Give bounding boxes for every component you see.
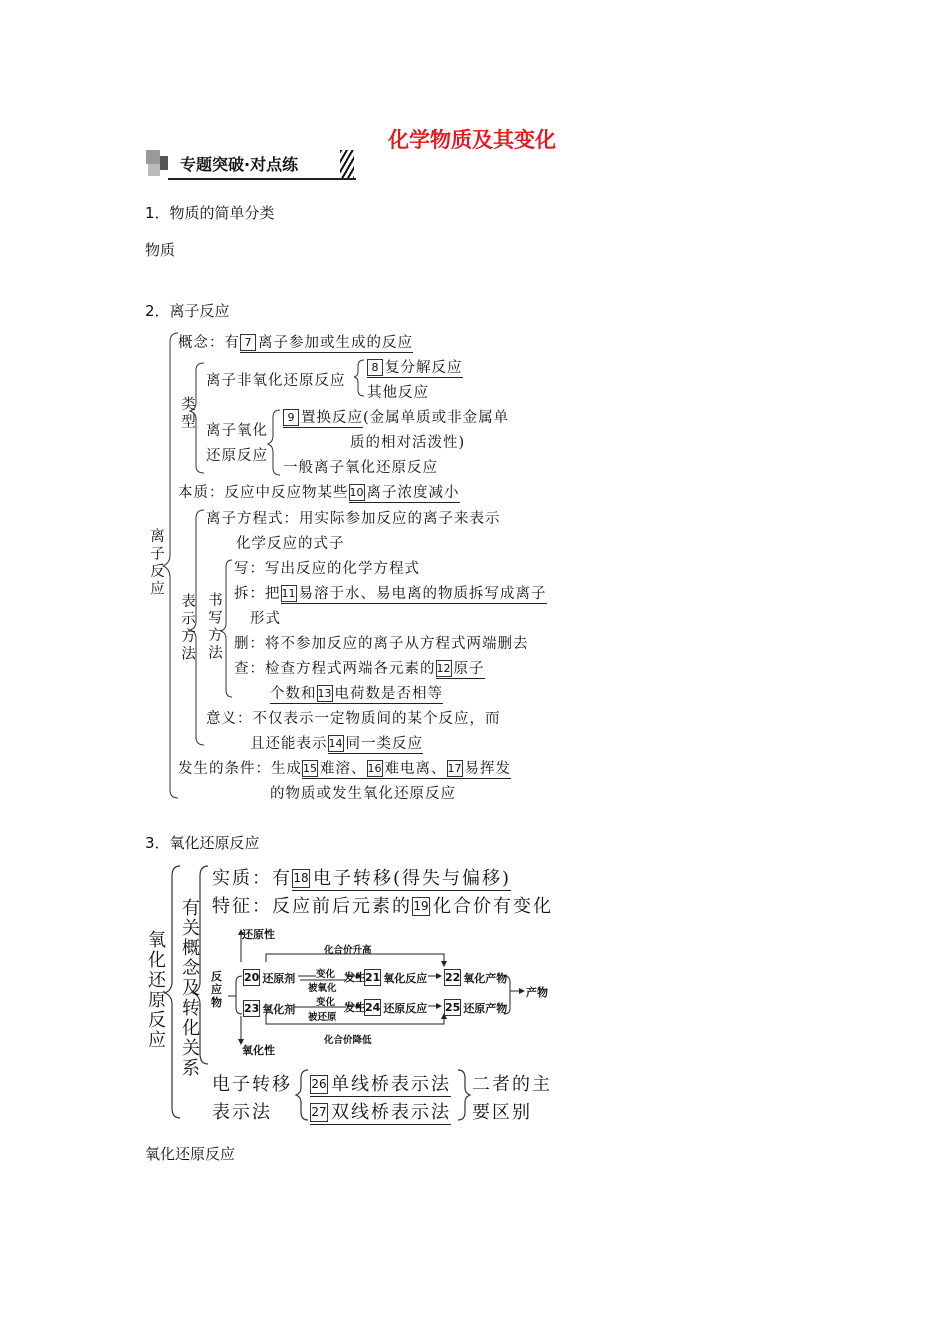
answer-number-box: 16 — [367, 762, 382, 775]
step-check-text: 个数和 — [270, 686, 317, 702]
concept-answer: 离子参加或生成的反应 — [258, 335, 413, 351]
condition-answer-b: 难电离 — [384, 761, 431, 777]
flow-change-bottom: 变化 — [316, 997, 336, 1008]
redox-essence-row — [212, 864, 511, 890]
condition-answer-a: 难溶 — [320, 761, 351, 777]
flow-reducing-agent-label: 还原剂 — [262, 972, 296, 985]
banner-label: 专题突破·对点练 — [180, 155, 299, 174]
flow-oxidation-product-label: 氧化产物 — [463, 972, 508, 985]
ionic-reaction-root-label: 离子反应 — [148, 528, 164, 598]
answer-number-box: 22 — [445, 971, 461, 984]
answer-number-box: 14 — [328, 737, 343, 750]
flow-reducibility: 还原性 — [242, 928, 275, 941]
redox-label-line1: 离子氧化 — [206, 423, 268, 439]
single-bridge-row — [310, 1070, 451, 1096]
redox-feature-answer: 化合价有变化 — [433, 896, 553, 917]
redox-feature-prefix: 特征：反应前后元素的 — [212, 896, 412, 917]
flow-oxidizability: 氧化性 — [242, 1044, 275, 1057]
types-label: 类型 — [179, 396, 195, 431]
condition-answer-c: 易挥发 — [464, 761, 511, 777]
answer-number-box: 8 — [367, 359, 383, 376]
answer-number-box: 17 — [447, 762, 462, 775]
flow-reduction-product — [444, 999, 507, 1016]
single-bridge-answer: 单线桥表示法 — [331, 1074, 451, 1095]
redox-flow-diagram — [206, 916, 556, 1061]
step-check-prefix: 查：检查方程式两端各元素的 — [234, 661, 436, 677]
answer-number-box: 15 — [303, 762, 317, 775]
answer-number-box: 12 — [436, 662, 451, 675]
separator: 、 — [351, 761, 367, 777]
section-1-subject: 物质 — [145, 241, 176, 259]
redox-concepts-label: 有关概念及转化关系 — [179, 898, 200, 1078]
step-write: 写：写出反应的化学方程式 — [234, 561, 420, 577]
answer-number-box: 13 — [317, 687, 332, 700]
section-3-heading: 3．氧化还原反应 — [145, 834, 260, 852]
section-2-heading: 2．离子反应 — [145, 302, 230, 320]
flow-reduced: 被还原 — [308, 1012, 337, 1023]
flow-products: 产物 — [526, 986, 548, 999]
displacement-note-line2: 质的相对活泼性) — [350, 435, 466, 451]
flow-reactant-1: 反 — [211, 970, 222, 983]
answer-number-box: 11 — [281, 587, 296, 600]
flow-valence-down: 化合价降低 — [324, 1035, 372, 1046]
redox-label-line2: 还原反应 — [206, 448, 268, 464]
answer-number-box: 25 — [445, 1001, 461, 1014]
separator: 、 — [431, 761, 447, 777]
ionic-equation-line2: 化学反应的式子 — [236, 536, 345, 552]
electron-transfer-line2: 表示法 — [212, 1102, 272, 1123]
meaning-text: 且还能表示 — [250, 736, 328, 752]
answer-number-box: 20 — [244, 971, 260, 984]
answer-number-box: 24 — [365, 1001, 381, 1014]
double-bridge-row — [310, 1098, 451, 1124]
answer-number-box: 23 — [244, 1002, 260, 1015]
redox-root-label: 氧化还原反应 — [145, 930, 166, 1050]
answer-number-box: 10 — [349, 486, 364, 499]
essence-prefix: 本质：反应中反应物某些 — [178, 485, 349, 501]
section-1-heading: 1．物质的简单分类 — [145, 204, 275, 222]
displacement-note: (金属单质或非金属单 — [363, 410, 510, 426]
redox-essence-prefix: 实质：有 — [212, 868, 292, 889]
answer-number-box: 7 — [240, 334, 256, 351]
flow-reduction-reaction-label: 还原反应 — [383, 1002, 428, 1015]
step-check-answer-b: 电荷数是否相等 — [334, 686, 443, 702]
section-4-text: 氧化还原反应 — [145, 1145, 236, 1163]
condition-line2: 的物质或发生氧化还原反应 — [270, 786, 456, 802]
meaning-answer: 同一类反应 — [345, 736, 423, 752]
flow-oxidation-reaction — [364, 969, 427, 986]
flow-reduction-product-label: 还原产物 — [463, 1002, 508, 1015]
concept-prefix: 概念：有 — [178, 335, 240, 351]
flow-reactant-3: 物 — [211, 996, 222, 1009]
answer-number-box: 19 — [412, 897, 430, 916]
difference-line2: 要区别 — [472, 1102, 532, 1123]
flow-oxidizing-agent-label: 氧化剂 — [262, 1003, 296, 1016]
flow-reducing-agent — [243, 969, 295, 986]
step-check-answer-a: 原子 — [453, 661, 485, 677]
step-delete: 删：将不参加反应的离子从方程式两端删去 — [234, 636, 529, 652]
flow-reactant-2: 应 — [211, 983, 222, 996]
non-redox-label: 离子非氧化还原反应 — [206, 373, 346, 389]
representation-label: 表示方法 — [179, 593, 195, 663]
flow-oxidizing-agent — [243, 1000, 295, 1017]
difference-line1: 二者的主 — [472, 1074, 552, 1095]
answer-number-box: 9 — [283, 409, 299, 426]
flow-change-top: 变化 — [316, 969, 336, 980]
general-redox: 一般离子氧化还原反应 — [283, 460, 438, 476]
electron-transfer-line1: 电子转移 — [212, 1074, 292, 1095]
answer-number-box: 26 — [310, 1075, 328, 1094]
answer-number-box: 18 — [292, 869, 310, 888]
step-split-prefix: 拆：把 — [234, 586, 281, 602]
flow-valence-up: 化合价升高 — [324, 945, 372, 956]
meaning-line1: 意义：不仅表示一定物质间的某个反应，而 — [206, 711, 501, 727]
other-reaction: 其他反应 — [367, 385, 429, 401]
flow-oxidized: 被氧化 — [308, 983, 337, 994]
flow-reduction-reaction — [364, 999, 427, 1016]
ionic-equation-line1: 离子方程式：用实际参加反应的离子来表示 — [206, 511, 501, 527]
page-title: 化学物质及其变化 — [388, 128, 556, 152]
step-split-line2: 形式 — [250, 611, 281, 627]
essence-answer: 离子浓度减小 — [366, 485, 460, 501]
flow-oxidation-reaction-label: 氧化反应 — [383, 972, 428, 985]
condition-prefix: 发生的条件：生成 — [178, 761, 302, 777]
answer-number-box: 27 — [310, 1103, 328, 1122]
flow-occurs-bottom: 发生 — [344, 1001, 366, 1014]
redox-essence-answer: 电子转移(得失与偏移) — [313, 868, 512, 889]
writing-method-label: 书写方法 — [206, 592, 222, 662]
flow-occurs-top: 发生 — [344, 971, 366, 984]
step-split-answer: 易溶于水、易电离的物质拆写成离子 — [298, 586, 547, 602]
answer-number-box: 21 — [365, 971, 381, 984]
flow-oxidation-product — [444, 969, 507, 986]
double-bridge-answer: 双线桥表示法 — [331, 1102, 451, 1123]
redox-feature-row — [212, 892, 553, 918]
displacement-answer: 置换反应 — [301, 410, 363, 426]
double-decomposition-answer: 复分解反应 — [385, 360, 463, 376]
